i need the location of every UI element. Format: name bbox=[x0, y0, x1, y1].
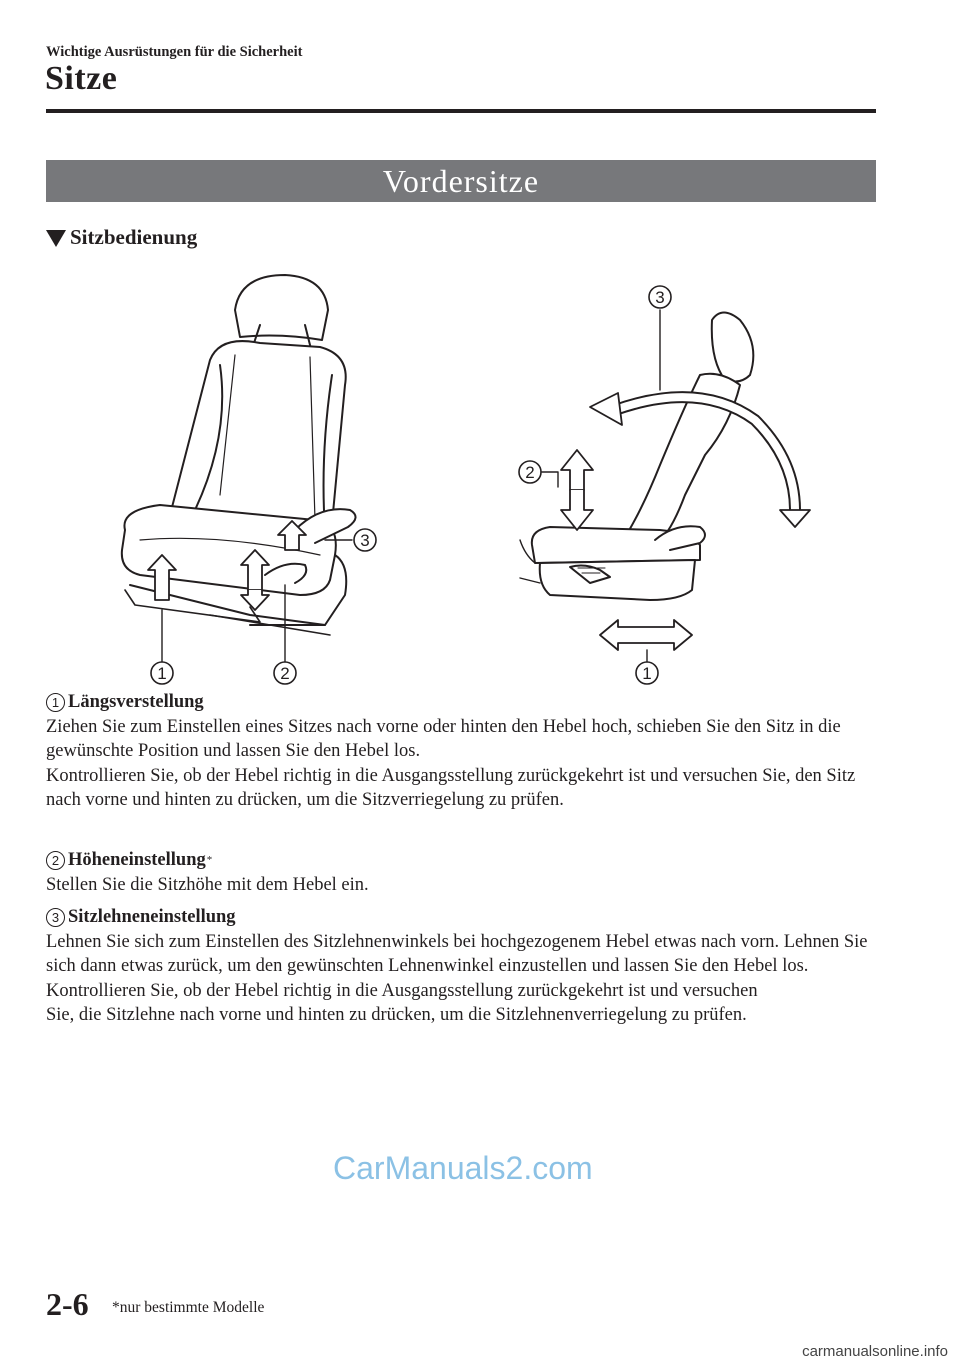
item-paragraph: Kontrollieren Sie, ob der Hebel richtig in die Ausgangsstellung zurückgekehrt ist und versuchen Sie, den Sitz nach vorne und hinten zu drücken, um die Sitzverriegelung zu prüfen. bbox=[46, 765, 856, 810]
subheading bbox=[46, 225, 197, 250]
subheading-text: Sitzbedienung bbox=[70, 225, 198, 249]
item-heading bbox=[46, 905, 886, 930]
svg-text:3: 3 bbox=[655, 288, 665, 307]
item-laengsverstellung bbox=[46, 690, 886, 813]
item-title: Höheneinstellung bbox=[68, 850, 206, 870]
title-rule bbox=[46, 109, 876, 113]
chapter-title: Sitze bbox=[45, 60, 118, 97]
page-number: 2-6 bbox=[46, 1286, 89, 1322]
watermark: CarManuals2.com bbox=[333, 1150, 593, 1186]
footnote: *nur bestimmte Modelle bbox=[112, 1299, 265, 1316]
footnote-marker: * bbox=[206, 854, 213, 866]
svg-text:1: 1 bbox=[157, 664, 167, 683]
callout-2-right bbox=[519, 461, 541, 483]
section-label: Wichtige Ausrüstungen für die Sicherheit bbox=[46, 44, 303, 60]
callout-3-right bbox=[649, 286, 671, 308]
item-heading bbox=[46, 690, 886, 715]
item-sitzlehneneinstellung bbox=[46, 905, 886, 1028]
item-paragraph: Kontrollieren Sie, ob der Hebel richtig in die Ausgangsstellung zurückgekehrt ist und versuchen Sie, die Sitzlehne nach vorne und hinten zu drücken, um die Sitzlehnenverriegelung zu prüfen. bbox=[46, 980, 758, 1025]
svg-text:1: 1 bbox=[642, 664, 652, 683]
circled-number-icon: 1 bbox=[46, 693, 65, 712]
section-banner: Vordersitze bbox=[46, 160, 876, 202]
item-heading bbox=[46, 848, 886, 873]
footer-site: carmanualsonline.info bbox=[802, 1343, 948, 1360]
item-paragraph: Ziehen Sie zum Einstellen eines Sitzes nach vorne oder hinten den Hebel hoch, schieben Sie den Sitz in die gewünschte Position und lassen Sie den Hebel los. bbox=[46, 716, 841, 761]
callout-1-right bbox=[636, 662, 658, 684]
item-hoeheneinstellung bbox=[46, 848, 886, 897]
item-title: Längsverstellung bbox=[68, 692, 204, 712]
triangle-bullet-icon bbox=[46, 230, 66, 247]
item-paragraph: Lehnen Sie sich zum Einstellen des Sitzlehnenwinkels bei hochgezogenem Hebel etwas nach vorn. Lehnen Sie sich dann etwas zurück, um den gewünschten Lehnenwinkel einzustellen und lassen Sie den Hebel los. bbox=[46, 931, 868, 976]
callout-1-left bbox=[151, 662, 173, 684]
svg-text:2: 2 bbox=[525, 463, 535, 482]
circled-number-icon: 3 bbox=[46, 908, 65, 927]
seat-side-view bbox=[520, 310, 810, 663]
seat-illustration bbox=[100, 265, 820, 690]
callout-3-left bbox=[354, 529, 376, 551]
seat-front-view bbox=[122, 275, 356, 663]
callout-2-left bbox=[274, 662, 296, 684]
svg-text:2: 2 bbox=[280, 664, 290, 683]
svg-text:3: 3 bbox=[360, 531, 370, 550]
circled-number-icon: 2 bbox=[46, 851, 65, 870]
item-title: Sitzlehneneinstellung bbox=[68, 907, 236, 927]
item-paragraph: Stellen Sie die Sitzhöhe mit dem Hebel ein. bbox=[46, 874, 369, 895]
